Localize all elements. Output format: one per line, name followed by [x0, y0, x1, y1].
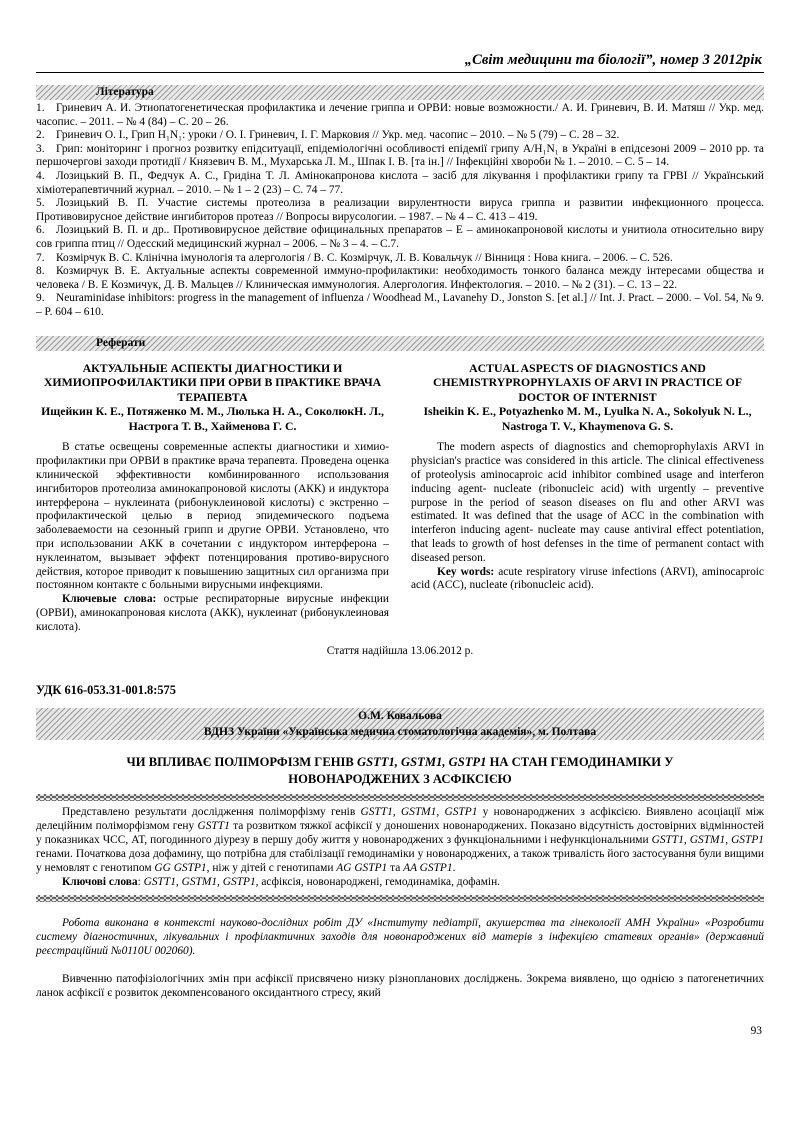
- reference-number: 1.: [36, 102, 45, 114]
- abstract-seg-b: у новонароджених з асфіксією. Виявлено асоціації між делеційним поліморфізмом гену: [36, 805, 764, 832]
- running-head: „Світ медицини та біології”, номер 3 2012рік: [464, 52, 762, 68]
- reference-text: Neuraminidase inhibitors: progress in the management of influenza / Woodhead M., Lavanehy D., Jonston S. [et al.] // Int. J. Pract. – 2000. – Vol. 54, № 9. – P. 604 – 610.: [36, 292, 764, 318]
- reference-number: 8.: [36, 265, 45, 278]
- article-title-part1: ЧИ ВПЛИВАЄ ПОЛІМОРФІЗМ ГЕНІВ: [126, 754, 357, 769]
- abstract-seg-e: , ніж у дітей с генотипами: [206, 861, 337, 874]
- reference-number: 5.: [36, 197, 45, 210]
- reference-text: Лозицький В. П., Федчук А. С., Гридіна Т. Л. Амінокапронова кислота – засіб для лікування і профілактики грипу та ГРВІ // Український хіміотерапевтичний журнал. – 2010. – № 1 – 2 (23) – С. 74 – 77.: [36, 169, 764, 196]
- abstract-body-en: The modern aspects of diagnostics and chemoprophylaxis ARVI in physician's practice was considered in this article. The clinical effectiveness of proteolysis aminocaproic acid inhibitor combined usage and interferon inducing agent- nucleate (ribonucleic acid) with urgently – preventive purpose in the period of season diseases on flu and other ARVI was estimated. It was defined that the usage of ACC in the combination with interferon inducing agent- nucleate may cause antiviral effect potentiation, that leads to growth of host defenses in the time of permanent contact with diseased person.: [411, 441, 764, 564]
- abstract-genes-3: GSTT1, GSTM1, GSTP1: [651, 833, 764, 846]
- reference-item: [36, 252, 764, 266]
- udk-code: УДК 616-053.31-001.8:575: [36, 682, 176, 697]
- abstract-seg-f: та: [387, 861, 404, 874]
- abstract-title-en: ACTUAL ASPECTS OF DIAGNOSTICS AND CHEMISTRYPROPHYLAXIS OF ARVI IN PRACTICE OF DOCTOR OF INTERNIST: [432, 360, 743, 404]
- running-head-rule: [36, 72, 764, 73]
- abstract-genes-5: AG GSTP1: [336, 861, 388, 874]
- abstract-genes-2: GSTT1: [197, 819, 230, 832]
- abstract-genes-6: AA GSTP1: [403, 861, 453, 874]
- abstract-authors-ru: Ищейкин К. Е., Потяженко М. М., Люлька Н. А., СоколюкН. Л., Настрога Т. В., Хайменова Г. С.: [41, 404, 384, 433]
- article-affiliation: ВДНЗ України «Українська медична стоматологічна академія», м. Полтава: [203, 725, 597, 738]
- reference-text: Гриневич О. І., Грип H₁N₁: уроки / О. І. Гриневич, І. Г. Марковия // Укр. мед. часопис – 2010. – № 5 (79) – С. 28 – 32.: [56, 129, 620, 142]
- references-list: [36, 102, 764, 320]
- reference-text: Лозицький В. П. и др.. Противовирусное действие официнальных препаратов – Е – аминокапроновой кислоты и унитиола относительно виру сов гриппа птиц // Одесский медицинский журнал – 2006. – № 3 – 4. – С.7.: [36, 224, 764, 250]
- abstract-keywords-ru: [36, 593, 389, 634]
- wave-divider-top: [36, 794, 764, 801]
- abstract-genes-4: GG GSTP1: [154, 861, 207, 874]
- section-bar-literature: [36, 85, 764, 100]
- abstract-seg-g: .: [452, 861, 456, 874]
- reference-text: Гриневич А. И. Этиопатогенетическая профилактика и лечение гриппа и ОРВИ: новые возможности./ А. И. Гриневич, В. И. Матяш // Укр. мед. часопис. – 2011. – № 4 (84) – С. 20 – 26.: [36, 102, 764, 128]
- section-label-abstracts: Реферати: [96, 336, 146, 349]
- abstract-title-ru: АКТУАЛЬНЫЕ АСПЕКТЫ ДИАГНОСТИКИ И ХИМИОПРОФИЛАКТИКИ ПРИ ОРВИ В ПРАКТИКЕ ВРАЧА ТЕРАПЕВТА: [43, 360, 382, 404]
- reference-number: 7.: [36, 251, 45, 264]
- article-title-part2: НА СТАН ГЕМОДИНАМІКИ У НОВОНАРОДЖЕНИХ З АСФІКСІЄЮ: [288, 754, 674, 786]
- wave-divider-bottom: [36, 895, 764, 902]
- reference-text: Грип: моніторинг і прогноз розвитку епідситуації, епідеміологічні особливості епідемії грипу A/H₁N₁ в Україні в епідсезоні 2009 – 2010 рр. та першочергові заходи протидії / Князевич В. М., Мухарська Л. М., Шпак І. В. [та ін.] // Інфекційні хвороби № 1. – 2010. – С. 5 – 14.: [36, 142, 764, 169]
- abstracts-columns: [36, 361, 764, 635]
- abstract-seg-d: генами. Початкова доза дофамину, що потрібна для стабілізації гемодинаміки у новонароджених, а також тривалість його застосування були вищими у немовлят с генотипом: [36, 847, 764, 874]
- page-number: 93: [750, 1024, 762, 1037]
- section-label-literature: Література: [96, 86, 154, 98]
- keywords-genes-ua: GSTT1, GSTM1, GSTP1: [143, 875, 256, 888]
- abstract-seg-a: Представлено результати дослідження поліморфізму генів: [62, 805, 361, 818]
- keywords-text-ru: острые респираторные вирусные инфекции (ОРВИ), аминокапроновая кислота (АКК), нуклеинат (рибонуклеиновая кислота).: [36, 593, 389, 633]
- reference-item: [36, 170, 764, 197]
- keywords-label-ua: Ключові слова: [62, 875, 138, 888]
- reference-number: 6.: [36, 224, 45, 237]
- reference-number: 2.: [36, 129, 45, 142]
- article-title: [88, 754, 712, 788]
- reference-item: [36, 197, 764, 224]
- article-body-paragraph: Вивченню патофізіологічних змін при асфіксії присвячено низку різнопланових досліджень. Зокрема виявлено, що однією з патогенетичних ланок асфіксії є розвиток декомпенсованого оксидантного стресу, який: [36, 973, 764, 1000]
- funding-statement: Робота виконана в контексті науково-дослідних робіт ДУ «Інституту педіатрії, акушерства та гінекології АМН України» «Розробити систему діагностичних, лікувальних і профілактичних заходів для новонароджених від матерів з інфекцією статевих органів» (державний реєстраційний №0110U 002060).: [36, 916, 764, 958]
- reference-item: [36, 292, 764, 319]
- reference-item: [36, 102, 764, 129]
- article-title-genes: GSTT1, GSTM1, GSTP1: [356, 754, 487, 769]
- reference-number: 4.: [36, 169, 45, 182]
- reference-text: Козмирчук В. Е. Актуальные аспекты современной иммуно-профилактики: необходимость тонкого баланса между інтересами общества и человека / В. Е Козмичук, Д. В. Мальцев // Клиническая иммунология. Алергология. Инфектология. – 2010. – № 2 (31). – С. 13 – 22.: [36, 265, 764, 291]
- keywords-text-en: acute respiratory viruse infections (ARVI), aminocaproic acid (ACC), nucleate (ribonucleic acid).: [411, 565, 764, 592]
- reference-text: Лозицький В. П. Участие системы протеолиза в реализации вирулентности вируса гриппа и развитии инфекционного процесса. Противовирусное действие ингибиторов протеаз // Вопросы вирусологии. – 1987. – № 4 – С. 413 – 419.: [36, 197, 764, 223]
- keywords-colon-ua: :: [137, 875, 144, 888]
- reference-item: [36, 265, 764, 292]
- article-abstract-ua: [36, 805, 764, 875]
- reference-item: [36, 129, 764, 143]
- submitted-note: Стаття надійшла 13.06.2012 р.: [326, 644, 474, 657]
- keywords-rest-ua: , асфіксія, новонароджені, гемодинаміка, дофамін.: [255, 875, 501, 888]
- abstract-keywords-en: [411, 566, 764, 594]
- article-author: О.М. Ковальова: [358, 709, 442, 722]
- author-banner: [36, 708, 764, 740]
- article-keywords-ua: [36, 875, 764, 889]
- reference-number: 3.: [36, 142, 45, 155]
- reference-number: 9.: [36, 292, 45, 305]
- keywords-label-en: Key words:: [437, 565, 495, 578]
- keywords-label-ru: Ключевые слова:: [62, 593, 157, 606]
- abstract-column-ru: [36, 361, 389, 635]
- abstract-column-en: [411, 361, 764, 635]
- reference-item: [36, 224, 764, 251]
- reference-text: Козмірчук В. С. Клінічна імунологія та алергологія / В. С. Козмірчук, Л. В. Ковальчук // Вінниця : Нова книга. – 2006. – С. 526.: [56, 251, 673, 264]
- abstract-authors-en: Isheikin K. E., Potyazhenko M. M., Lyulka N. A., Sokolyuk N. L., Nastroga T. V., Khaymenova G. S.: [423, 404, 752, 433]
- abstract-seg-c: та розвитком тяжкої асфіксії у доношених новонароджених. Показано відсутність достовірних відмінностей у показниках ЧСС, АТ, погодинного діурезу в першу добу життя у новонароджених з функціональними і нефункціональними: [36, 819, 765, 846]
- section-bar-abstracts: [36, 336, 764, 351]
- abstract-body-ru: В статье освещены современные аспекты диагностики и химио-профилактики при ОРВИ в практике врача терапевта. Проведена оценка клинической эффективности комбинированного использования ингибиторов протеолиза аминокапроновой кислоты (АКК) и индуктора интерферона – нуклеината (рибонуклеиновой кислоты) с экстренно – профилактической целью в период эпидемического подъема заболеваемости на сезонный грипп и другие ОРВИ. Установлено, что при использовании АКК в сочетании с индуктором интерферона – нуклеинатом, вызывает эффект потенцирования противо-вирусного действия, которое приводит к повышению защитных сил организма при постоянном контакте с больными вирусными инфекциями.: [36, 441, 389, 592]
- reference-item: [36, 143, 764, 170]
- abstract-genes-1: GSTT1, GSTM1, GSTP1: [360, 805, 478, 818]
- page-content: [36, 0, 764, 1037]
